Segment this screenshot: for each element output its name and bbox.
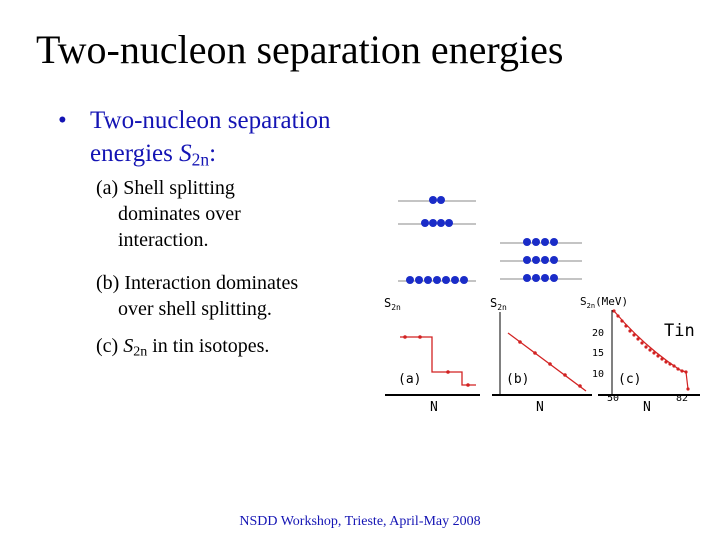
- panel-b-ylabel: $S_{2n}$: [490, 296, 507, 312]
- panel-c-tag: (c): [618, 372, 642, 387]
- panel-a-xlabel: N: [430, 400, 438, 415]
- panel-a-ylabel: $S_{2n}$: [384, 296, 401, 312]
- panel-a-tag: (a): [398, 372, 422, 387]
- panel-c-ytick-15: 15: [592, 348, 605, 359]
- nucleons-a: [406, 196, 468, 284]
- panel-c-xtick-50: 50: [607, 393, 620, 404]
- shell-diagram-a: [398, 201, 476, 281]
- panel-c-ytick-20: 20: [592, 328, 605, 339]
- shell-diagram-b: [500, 243, 582, 279]
- item-a: (a) Shell splitting dominates over interaction.: [96, 177, 241, 251]
- bullet-dot-icon: •: [58, 107, 67, 134]
- main-bullet-text: Two-nucleon separation energies $S_{2n}$:: [90, 107, 331, 170]
- item-b: (b) Interaction dominates over shell splitting.: [96, 272, 299, 320]
- panel-b-xlabel: N: [536, 400, 544, 415]
- footer-text: NSDD Workshop, Trieste, April-May 2008: [239, 514, 481, 529]
- panel-c-xlabel: N: [643, 400, 651, 415]
- panel-c-ylabel: $S_{2n}(MeV)$: [580, 295, 629, 310]
- panel-a: [384, 296, 480, 415]
- panel-b-tag: (b): [506, 372, 530, 387]
- panel-b: [490, 296, 592, 415]
- nucleons-b: [523, 238, 558, 282]
- slide-title: Two-nucleon separation energies: [36, 27, 564, 72]
- panel-c: [580, 295, 700, 415]
- panel-c-xtick-82: 82: [676, 393, 689, 404]
- panel-c-ytick-10: 10: [592, 369, 605, 380]
- panel-c-element: Tin: [664, 321, 695, 341]
- item-c: (c) $S_{2n}$ in tin isotopes.: [96, 335, 270, 360]
